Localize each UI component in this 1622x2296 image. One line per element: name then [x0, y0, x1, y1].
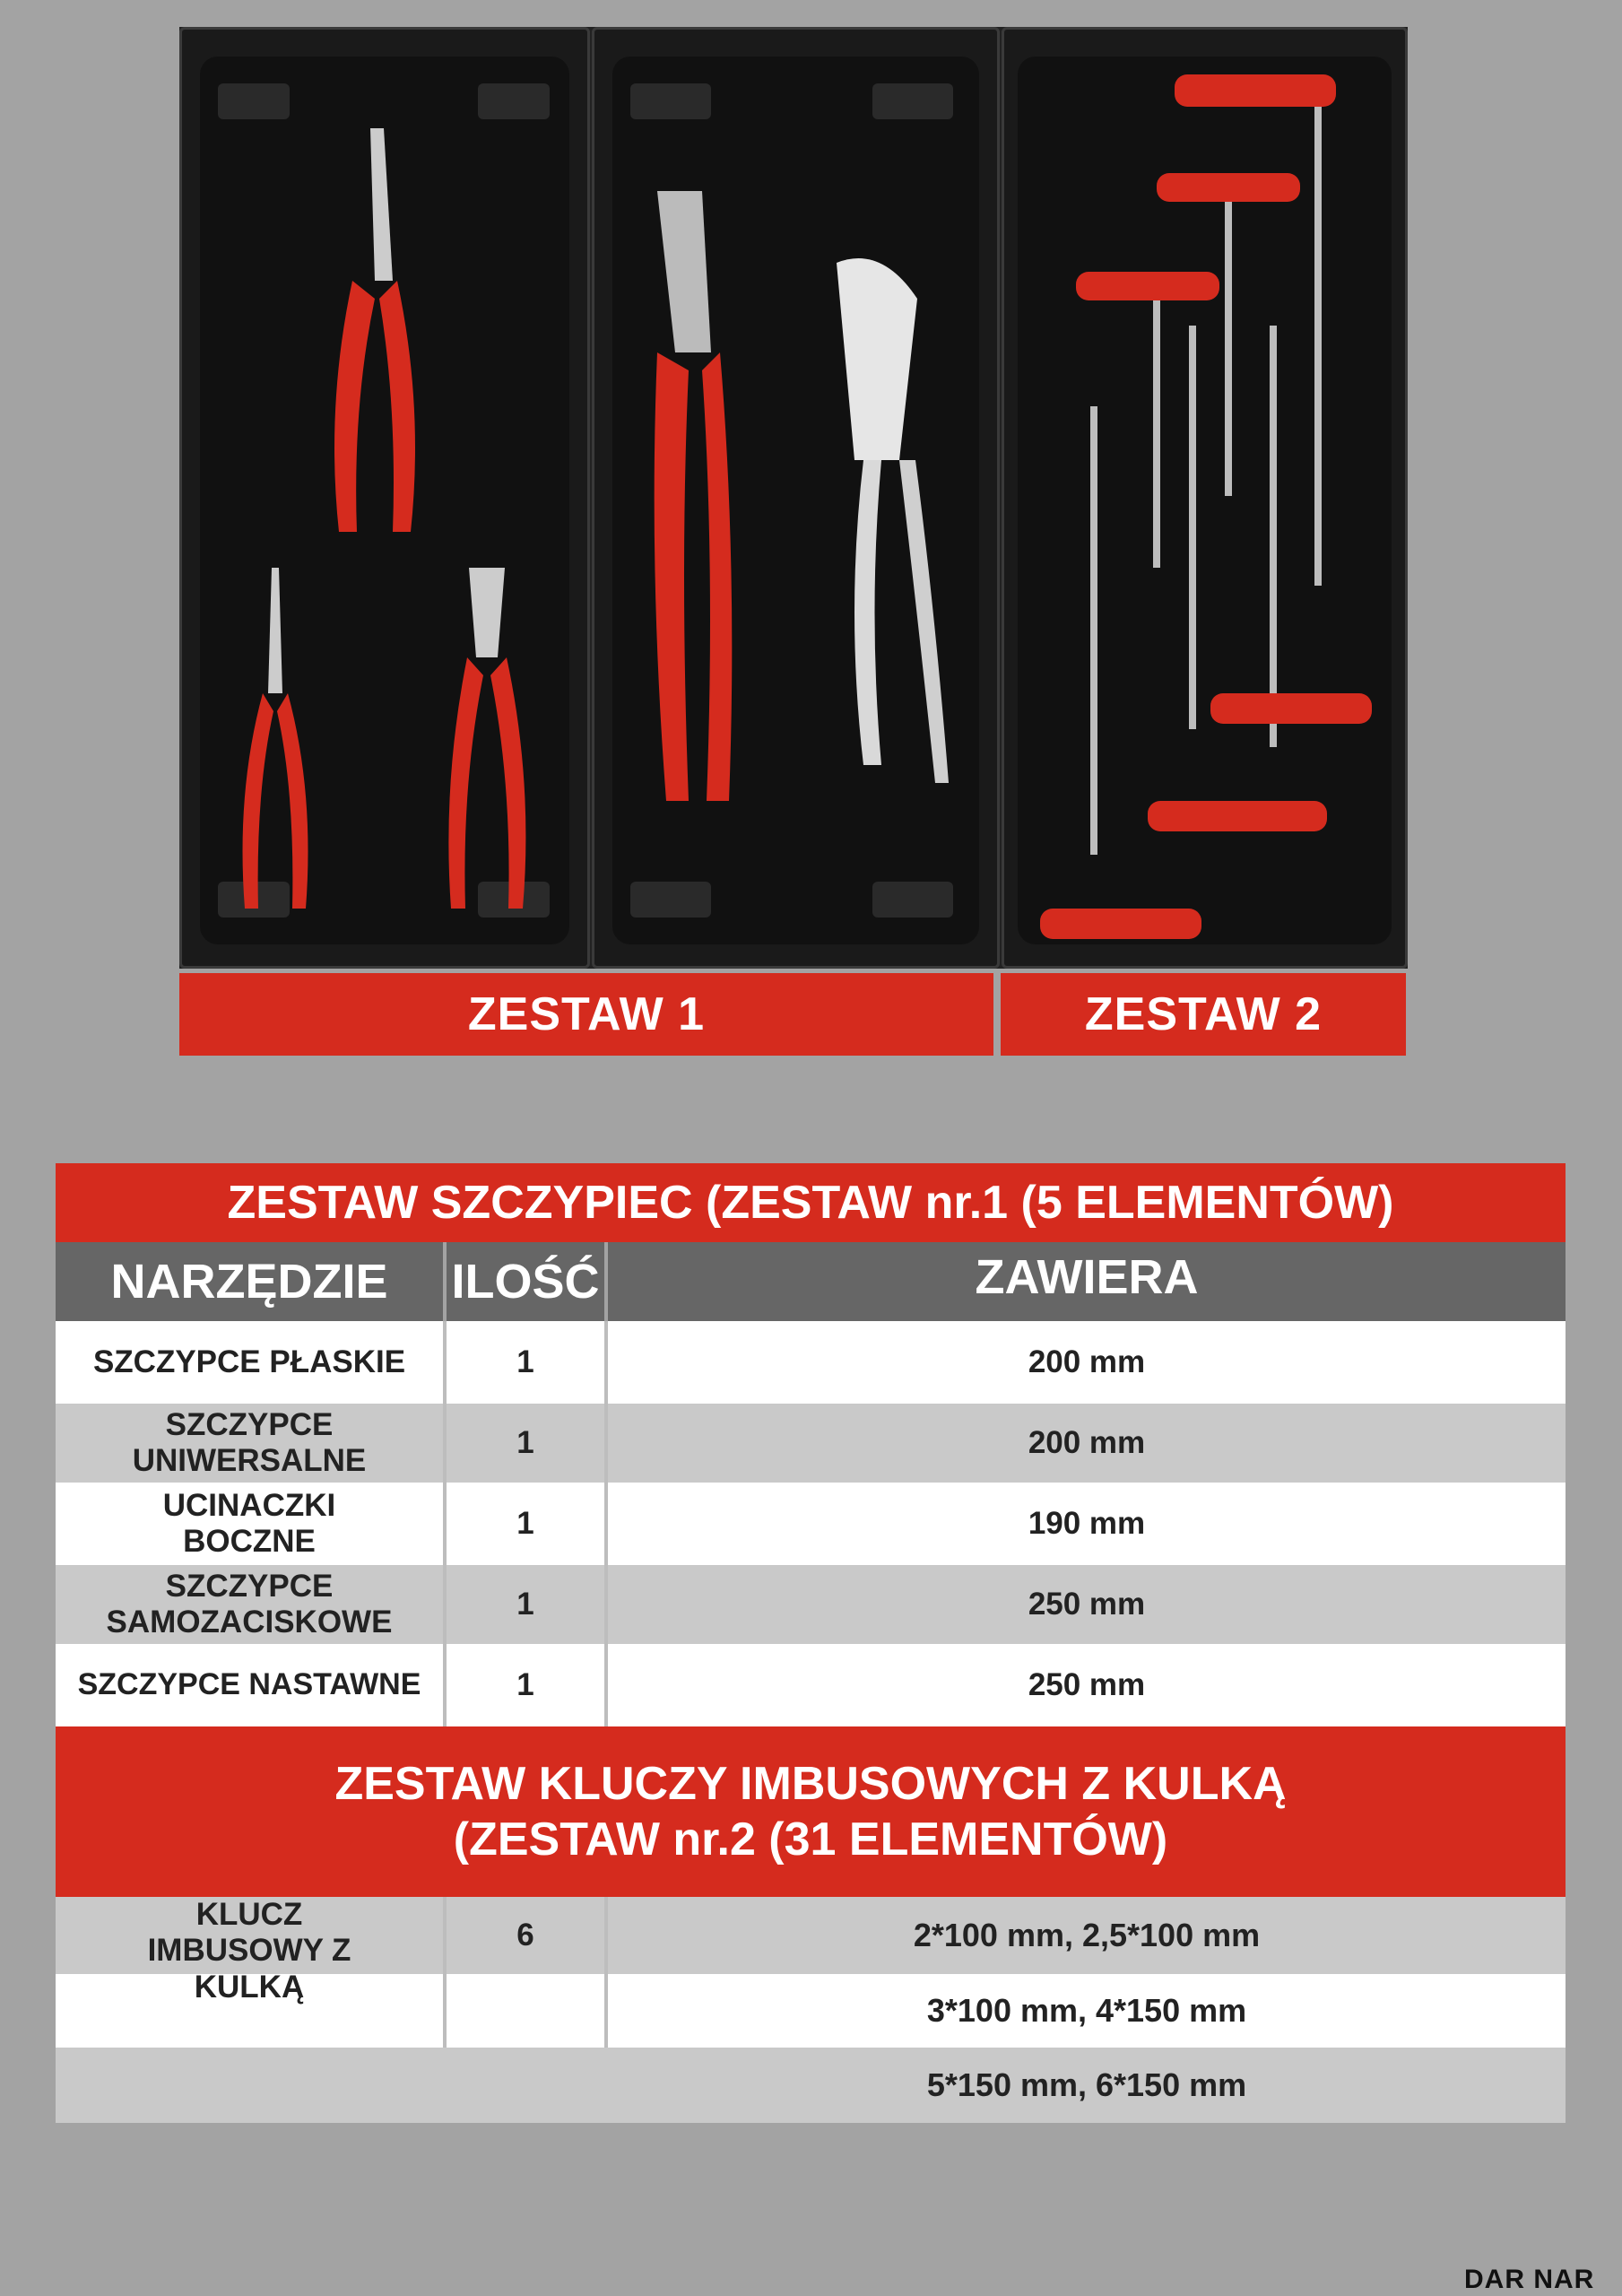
tool-qty: 1 [447, 1321, 608, 1404]
table-row [56, 1321, 1566, 1404]
tool-name: SZCZYPCE SAMOZACISKOWE [56, 1565, 447, 1644]
tool-name: KLUCZ IMBUSOWY Z [56, 1897, 447, 1974]
table-row [56, 1565, 1566, 1644]
table-header-row [56, 1242, 1566, 1321]
tool-qty: 1 [447, 1483, 608, 1565]
tool-contains: 3*100 mm, 4*150 mm [926, 1992, 1247, 2030]
tool-name [56, 2048, 447, 2123]
tool-qty: 1 [447, 1404, 608, 1483]
tool-contains: 200 mm [1028, 1424, 1146, 1460]
table-row [56, 1404, 1566, 1483]
tool-name: UCINACZKI BOCZNE [56, 1483, 447, 1565]
header-contains: ZAWIERA [975, 1250, 1199, 1304]
pump-lock-pliers-illustration [594, 30, 997, 966]
tool-name: SZCZYPCE NASTAWNE [56, 1644, 447, 1726]
table-row [56, 1644, 1566, 1726]
set2-title-line1: ZESTAW KLUCZY IMBUSOWYCH Z KULKĄ [334, 1757, 1287, 1810]
tool-name [56, 1974, 447, 2048]
table-row [56, 2048, 1566, 2123]
banner-set-2: ZESTAW 2 [1001, 973, 1406, 1056]
set1-title: ZESTAW SZCZYPIEC (ZESTAW nr.1 (5 ELEMENTÓW) [56, 1163, 1566, 1242]
table-row [56, 1483, 1566, 1565]
tray-pliers-2 [592, 27, 1000, 969]
tool-contains: 2*100 mm, 2,5*100 mm [913, 1917, 1261, 1954]
pliers-illustration [182, 30, 587, 966]
table-row [56, 1974, 1566, 2048]
tool-qty [447, 1974, 608, 2048]
header-qty: ILOŚĆ [447, 1242, 608, 1321]
product-photo [179, 27, 1408, 969]
header-tool: NARZĘDZIE [56, 1242, 447, 1321]
tool-contains: 250 mm [1028, 1666, 1146, 1702]
tray-pliers-1 [179, 27, 590, 969]
tool-qty: 6 [447, 1897, 608, 1974]
brand-label: DAR NAR [1464, 2265, 1595, 2294]
tool-contains: 5*150 mm, 6*150 mm [926, 2066, 1247, 2104]
tool-name: SZCZYPCE UNIWERSALNE [56, 1404, 447, 1483]
tool-contains: 250 mm [1028, 1586, 1146, 1622]
set2-title [56, 1726, 1566, 1897]
tray-hex-keys [1002, 27, 1408, 969]
tool-qty [447, 2048, 608, 2123]
hex-keys-illustration [1004, 30, 1405, 966]
banner-set-1: ZESTAW 1 [179, 973, 993, 1056]
set2-title-line2: (ZESTAW nr.2 (31 ELEMENTÓW) [453, 1813, 1168, 1866]
tool-qty: 1 [447, 1565, 608, 1644]
tool-contains: 190 mm [1028, 1505, 1146, 1541]
specs-table [56, 1163, 1566, 2123]
tool-contains: 200 mm [1028, 1344, 1146, 1379]
tool-name: SZCZYPCE PŁASKIE [56, 1321, 447, 1404]
table-row [56, 1897, 1566, 1974]
tool-qty: 1 [447, 1644, 608, 1726]
